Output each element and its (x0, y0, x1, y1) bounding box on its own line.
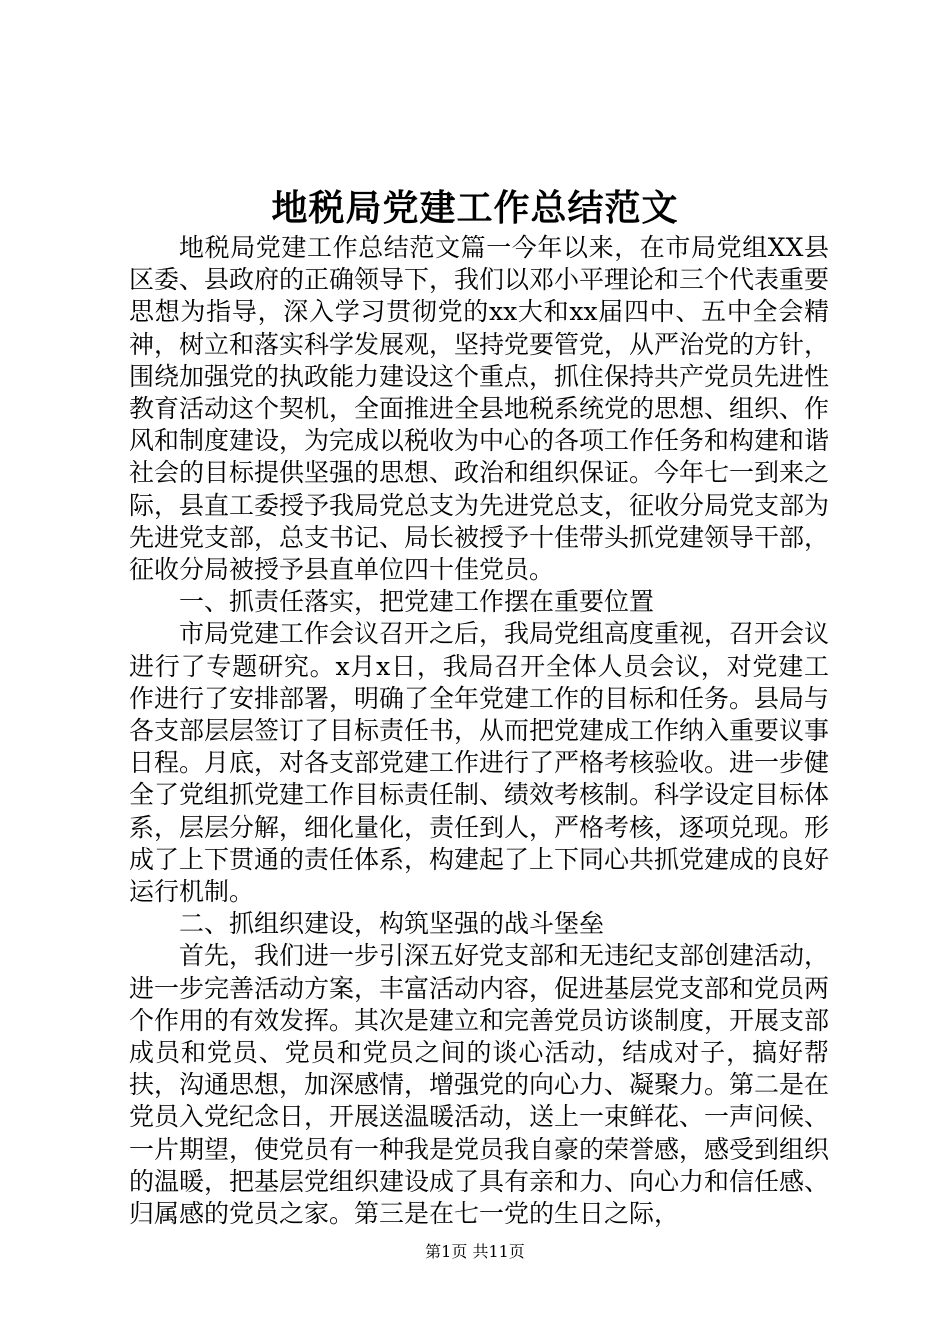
paragraph-intro: 地税局党建工作总结范文篇一今年以来，在市局党组XX县区委、县政府的正确领导下，我们以邓小平理论和三个代表重要思想为指导，深入学习贯彻党的xx大和xx届四中、五中全会精神，树立和落实科学发展观，坚持党要管党，从严治党的方针，围绕加强党的执政能力建设这个重点，抓住保持共产党员先进性教育活动这个契机，全面推进全县地税系统党的思想、组织、作风和制度建设，为完成以税收为中心的各项工作任务和构建和谐社会的目标提供坚强的思想、政治和组织保证。今年七一到来之际，县直工委授予我局党总支为先进党总支，征收分局党支部为先进党支部，总支书记、局长被授予十佳带头抓党建领导干部，征收分局被授予县直单位四十佳党员。 (129, 233, 830, 585)
paragraph-section-2: 首先，我们进一步引深五好党支部和无违纪支部创建活动，进一步完善活动方案，丰富活动内容，促进基层党支部和党员两个作用的有效发挥。其次是建立和完善党员访谈制度，开展支部成员和党员、党员和党员之间的谈心活动，结成对子，搞好帮扶，沟通思想，加深感情，增强党的向心力、凝聚力。第二是在党员入党纪念日，开展送温暖活动，送上一束鲜花、一声问候、一片期望，使党员有一种我是党员我自豪的荣誉感，感受到组织的温暖，把基层党组织建设成了具有亲和力、向心力和信任感、归属感的党员之家。第三是在七一党的生日之际， (129, 941, 830, 1229)
page-number-footer: 第1页 共11页 (425, 1242, 525, 1261)
document-body (129, 232, 829, 1230)
document-title: 地税局党建工作总结范文 (271, 187, 679, 229)
section-heading-1: 一、抓责任落实，把党建工作摆在重要位置 (179, 587, 655, 617)
section-heading-2: 二、抓组织建设，构筑坚强的战斗堡垒 (179, 909, 605, 939)
paragraph-section-1: 市局党建工作会议召开之后，我局党组高度重视，召开会议进行了专题研究。x月x日，我局召开全体人员会议，对党建工作进行了安排部署，明确了全年党建工作的目标和任务。县局与各支部层层签订了目标责任书，从而把党建成工作纳入重要议事日程。月底，对各支部党建工作进行了严格考核验收。进一步健全了党组抓党建工作目标责任制、绩效考核制。科学设定目标体系，层层分解，细化量化，责任到人，严格考核，逐项兑现。形成了上下贯通的责任体系，构建起了上下同心共抓党建成的良好运行机制。 (129, 619, 830, 907)
